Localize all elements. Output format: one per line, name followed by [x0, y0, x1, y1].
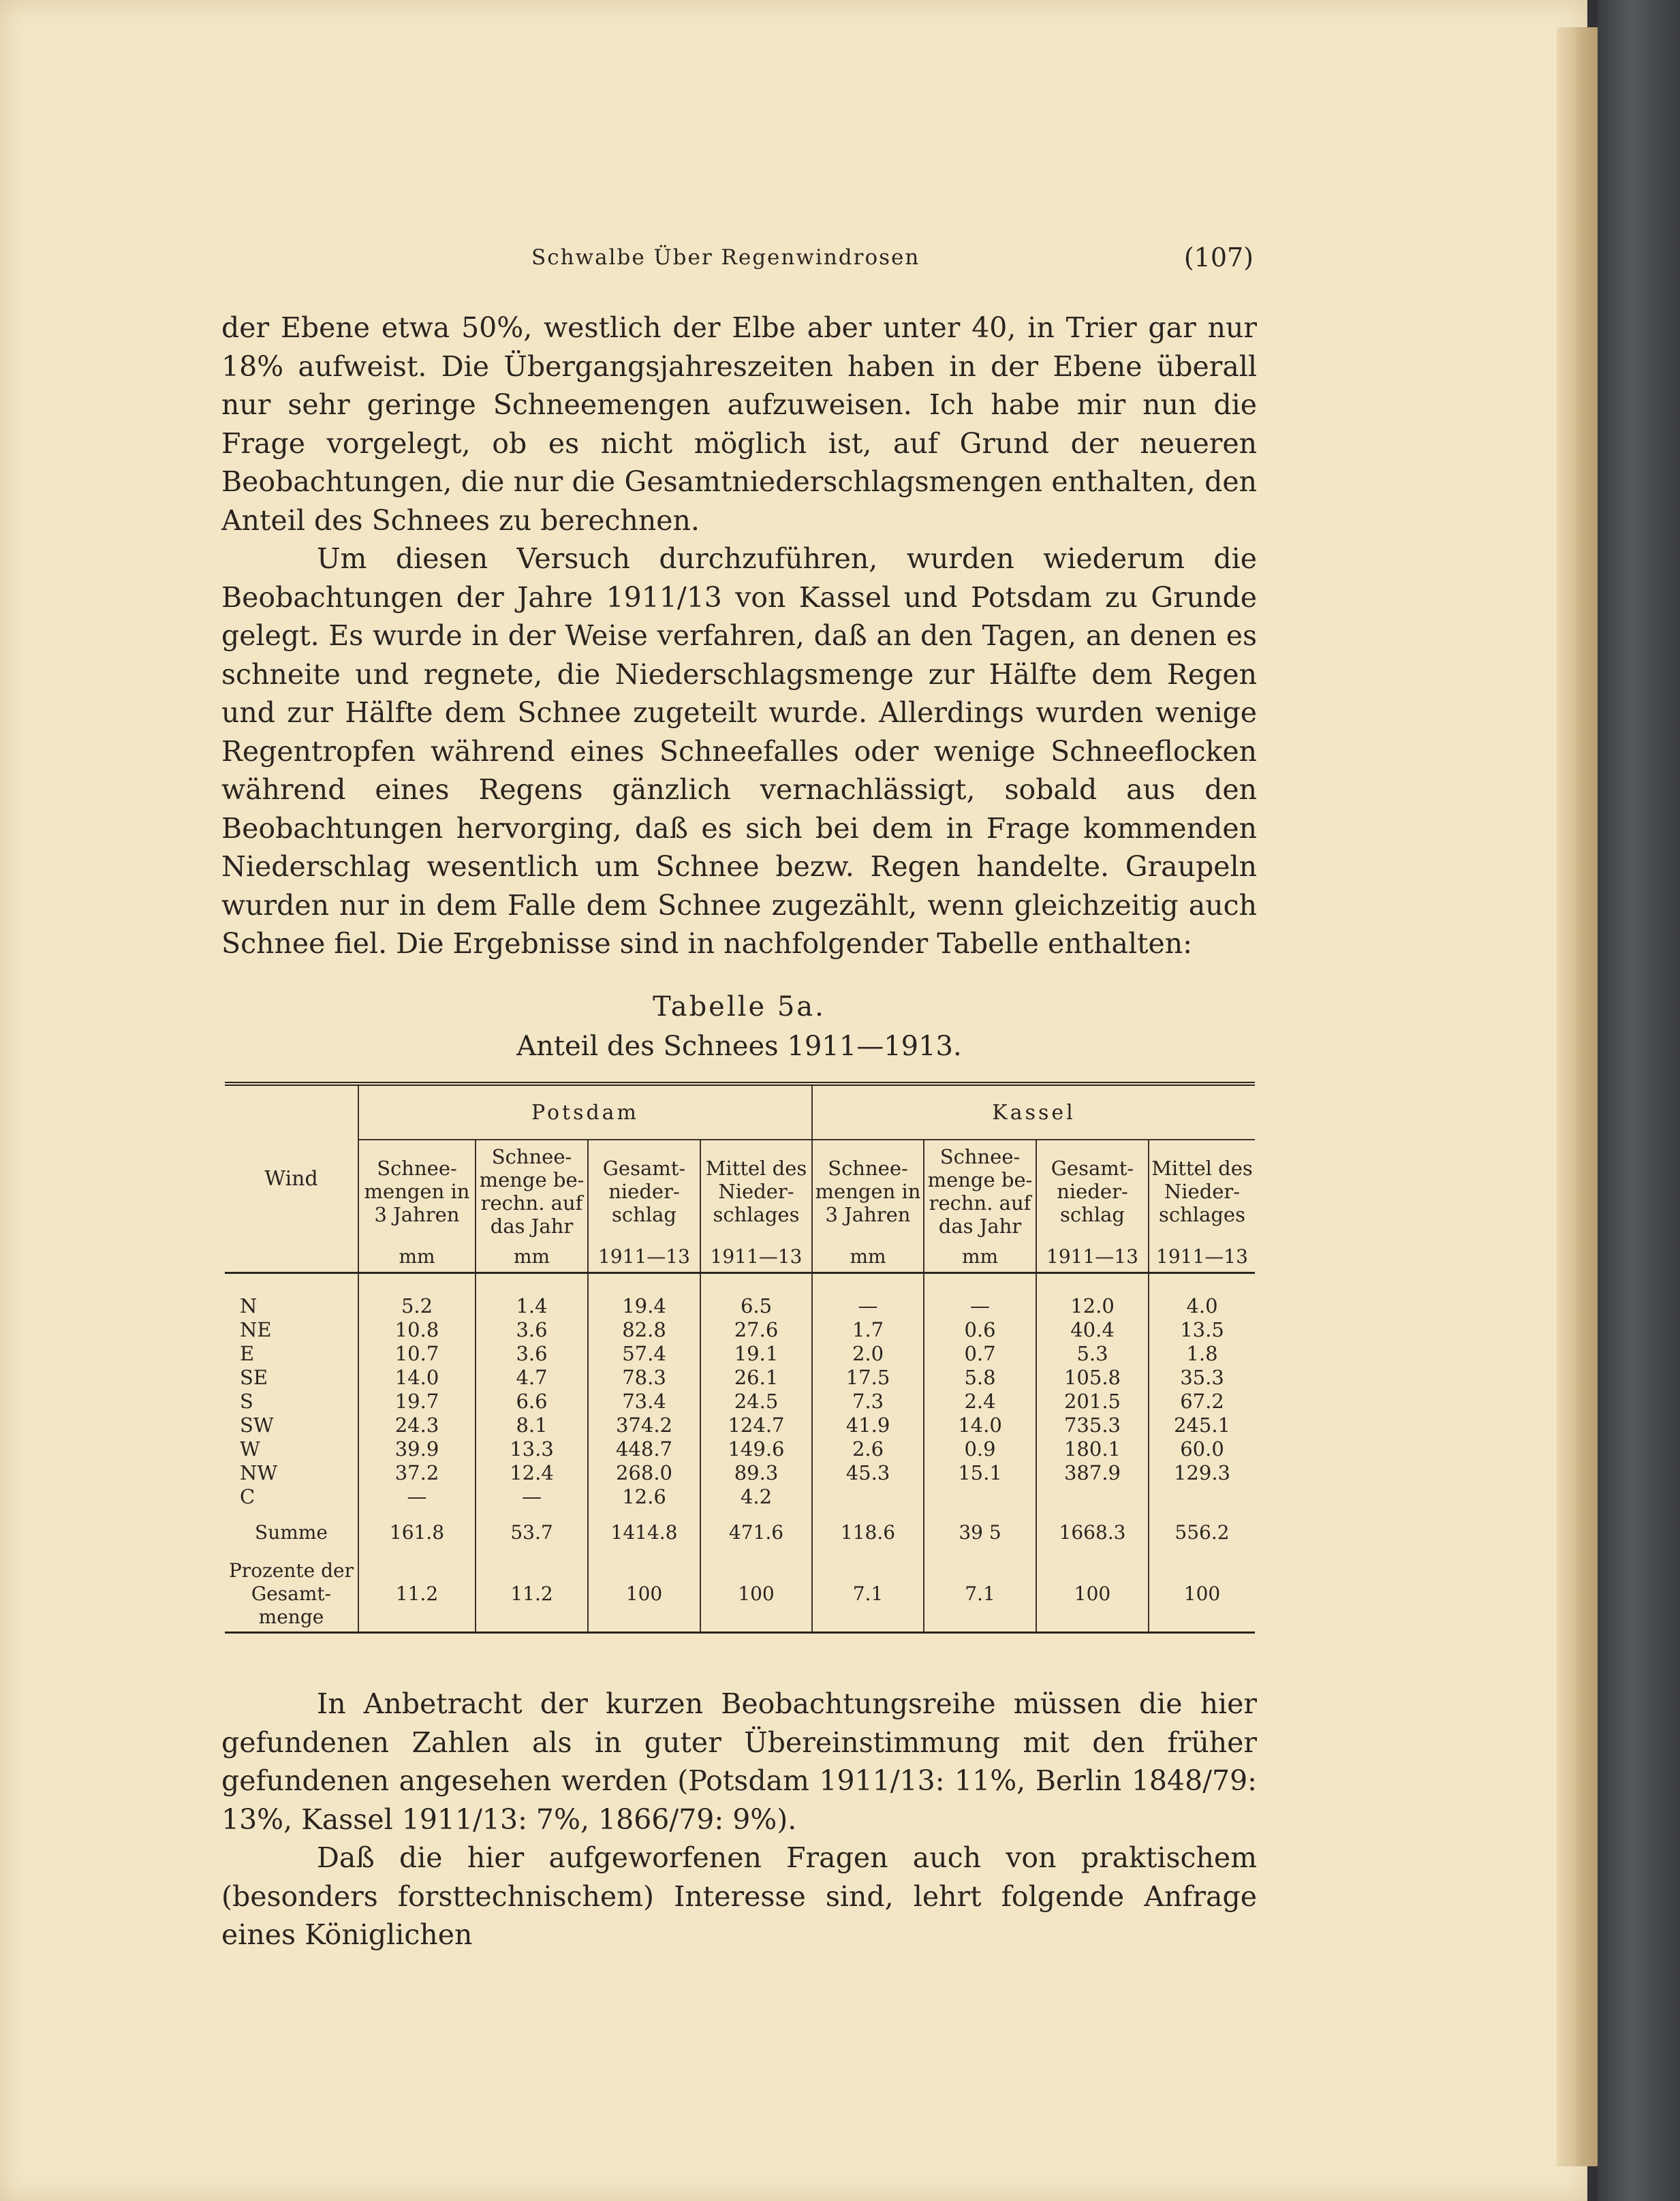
table-row: [225, 1294, 1255, 1318]
value-cell: 14.0: [924, 1414, 1036, 1437]
value-cell: 12.0: [1036, 1294, 1149, 1318]
percent-cell: 7.1: [924, 1557, 1036, 1633]
summe-label: Summe: [255, 1521, 328, 1544]
value-cell: —: [812, 1294, 924, 1318]
table-row: [225, 1485, 1255, 1509]
percent-cell: 100: [700, 1557, 812, 1633]
summe-row: [225, 1509, 1255, 1557]
wind-direction: SE: [240, 1365, 268, 1389]
group-header-kassel: Kassel: [812, 1084, 1255, 1140]
value-cell: [924, 1485, 1036, 1509]
unit-cell: mm: [476, 1242, 588, 1273]
unit-cell: 1911—13: [700, 1242, 812, 1273]
value-cell: 149.6: [700, 1437, 812, 1461]
value-cell: 448.7: [588, 1437, 700, 1461]
value-cell: 78.3: [588, 1366, 700, 1390]
percent-cell: 7.1: [812, 1557, 924, 1633]
percent-cell: 11.2: [358, 1557, 476, 1633]
value-cell: 40.4: [1036, 1318, 1149, 1342]
wind-direction: NE: [240, 1317, 272, 1341]
unit-cell: 1911—13: [1036, 1242, 1149, 1273]
col-header-7: Gesamt-nieder-schlag: [1036, 1140, 1149, 1242]
wind-direction: NW: [240, 1461, 278, 1484]
value-cell: 6.5: [700, 1294, 812, 1318]
body-text-bottom: [221, 1685, 1257, 1954]
value-cell: 73.4: [588, 1390, 700, 1414]
col-header-3: Gesamt-nieder-schlag: [588, 1140, 700, 1242]
value-cell: 129.3: [1149, 1461, 1255, 1485]
page-header: [531, 245, 1254, 286]
value-cell: 201.5: [1036, 1390, 1149, 1414]
table-row: [225, 1390, 1255, 1414]
value-cell: 0.7: [924, 1342, 1036, 1366]
value-cell: 14.0: [358, 1366, 476, 1390]
col-header-1: Schnee-mengen in 3 Jahren: [358, 1140, 476, 1242]
value-cell: 37.2: [358, 1461, 476, 1485]
value-cell: 27.6: [700, 1318, 812, 1342]
value-cell: 12.6: [588, 1485, 700, 1509]
page-number: (107): [1183, 243, 1254, 272]
table-row: [225, 1366, 1255, 1390]
value-cell: 24.3: [358, 1414, 476, 1437]
value-cell: 13.5: [1149, 1318, 1255, 1342]
prozente-row: [225, 1557, 1255, 1633]
value-cell: 35.3: [1149, 1366, 1255, 1390]
value-cell: —: [358, 1485, 476, 1509]
value-cell: 12.4: [476, 1461, 588, 1485]
table-row: [225, 1437, 1255, 1461]
value-cell: 19.4: [588, 1294, 700, 1318]
value-cell: 2.4: [924, 1390, 1036, 1414]
sum-cell: 161.8: [358, 1509, 476, 1557]
sum-cell: 1668.3: [1036, 1509, 1149, 1557]
value-cell: 268.0: [588, 1461, 700, 1485]
unit-cell: mm: [924, 1242, 1036, 1273]
unit-cell: 1911—13: [1149, 1242, 1255, 1273]
value-cell: 45.3: [812, 1461, 924, 1485]
book-binding: [1598, 0, 1680, 2201]
wind-direction: N: [240, 1294, 258, 1317]
value-cell: 3.6: [476, 1318, 588, 1342]
table-row: [225, 1461, 1255, 1485]
value-cell: 0.6: [924, 1318, 1036, 1342]
wind-direction: S: [240, 1389, 253, 1413]
value-cell: 1.7: [812, 1318, 924, 1342]
value-cell: 5.8: [924, 1366, 1036, 1390]
value-cell: 124.7: [700, 1414, 812, 1437]
sum-cell: 39 5: [924, 1509, 1036, 1557]
col-header-8: Mittel des Nieder-schlages: [1149, 1140, 1255, 1242]
value-cell: 1.8: [1149, 1342, 1255, 1366]
sum-cell: 1414.8: [588, 1509, 700, 1557]
value-cell: 2.0: [812, 1342, 924, 1366]
value-cell: 2.6: [812, 1437, 924, 1461]
value-cell: 17.5: [812, 1366, 924, 1390]
table-caption-number: Tabelle 5a.: [653, 991, 826, 1023]
value-cell: 7.3: [812, 1390, 924, 1414]
paragraph-3: In Anbetracht der kurzen Beobachtungsreihe müssen die hier gefundenen Zahlen als in guter Übereinstimmung mit den früher gefundenen angesehen werden (Potsdam 1911/13: 11%, Berlin 1848/79: 13%, Kassel 1911/13: 7%, 1866/79: 9%).: [221, 1687, 1257, 1836]
paragraph-1: der Ebene etwa 50%, westlich der Elbe aber unter 40, in Trier gar nur 18% aufweist. Die Übergangsjahreszeiten haben in der Ebene überall nur sehr geringe Schneemengen aufzuweisen. Ich habe mir nun die Frage vorgelegt, ob es nicht möglich ist, auf Grund der neueren Beobachtungen, die nur die Gesamtniederschlagsmengen enthalten, den Anteil des Schnees zu berechnen.: [221, 311, 1257, 537]
value-cell: 15.1: [924, 1461, 1036, 1485]
value-cell: [1036, 1485, 1149, 1509]
col-header-5: Schnee-mengen in 3 Jahren: [812, 1140, 924, 1242]
col-header-2: Schnee-menge be-rechn. auf das Jahr: [476, 1140, 588, 1242]
value-cell: [812, 1485, 924, 1509]
value-cell: 57.4: [588, 1342, 700, 1366]
value-cell: 24.5: [700, 1390, 812, 1414]
value-cell: 19.1: [700, 1342, 812, 1366]
value-cell: 10.8: [358, 1318, 476, 1342]
snow-share-table: [225, 1082, 1255, 1634]
value-cell: 8.1: [476, 1414, 588, 1437]
value-cell: 6.6: [476, 1390, 588, 1414]
running-title: Schwalbe Über Regenwindrosen: [531, 245, 920, 270]
value-cell: 60.0: [1149, 1437, 1255, 1461]
value-cell: 5.3: [1036, 1342, 1149, 1366]
value-cell: 4.0: [1149, 1294, 1255, 1318]
value-cell: 0.9: [924, 1437, 1036, 1461]
group-header-potsdam: Potsdam: [358, 1084, 812, 1140]
body-text-top: [221, 309, 1257, 963]
value-cell: 374.2: [588, 1414, 700, 1437]
sum-cell: 556.2: [1149, 1509, 1255, 1557]
unit-cell: mm: [358, 1242, 476, 1273]
table-row: [225, 1342, 1255, 1366]
value-cell: —: [476, 1485, 588, 1509]
value-cell: 5.2: [358, 1294, 476, 1318]
unit-cell: 1911—13: [588, 1242, 700, 1273]
value-cell: [1149, 1485, 1255, 1509]
col-header-6: Schnee-menge be-rechn. auf das Jahr: [924, 1140, 1036, 1242]
value-cell: 3.6: [476, 1342, 588, 1366]
table-row: [225, 1318, 1255, 1342]
value-cell: 89.3: [700, 1461, 812, 1485]
value-cell: —: [924, 1294, 1036, 1318]
wind-header: Wind: [264, 1166, 318, 1191]
sum-cell: 471.6: [700, 1509, 812, 1557]
value-cell: 82.8: [588, 1318, 700, 1342]
paragraph-4: Daß die hier aufgeworfenen Fragen auch von praktischem (besonders forsttechnischem) Interesse sind, lehrt folgende Anfrage eines Königlichen: [221, 1841, 1257, 1951]
sum-cell: 53.7: [476, 1509, 588, 1557]
col-header-4: Mittel des Nieder-schlages: [700, 1140, 812, 1242]
table-body: [225, 1273, 1255, 1634]
value-cell: 19.7: [358, 1390, 476, 1414]
wind-direction: W: [240, 1437, 260, 1461]
paragraph-2: Um diesen Versuch durchzuführen, wurden wiederum die Beobachtungen der Jahre 1911/13 von Kassel und Potsdam zu Grunde gelegt. Es wurde in der Weise verfahren, daß an den Tagen, an denen es schneite und regnete, die Niederschlagsmenge zur Hälfte dem Regen und zur Hälfte dem Schnee zugeteilt wurde. Allerdings wurden wenige Regentropfen während eines Schneefalles oder wenige Schneeflocken während eines Regens gänzlich vernachlässigt, sobald aus den Beobachtungen hervorging, daß es sich bei dem in Frage kommenden Niederschlag wesentlich um Schnee bezw. Regen handelte. Graupeln wurden nur in dem Falle dem Schnee zugezählt, wenn gleichzeitig auch Schnee fiel. Die Ergebnisse sind in nachfolgender Tabelle enthalten:: [221, 542, 1257, 960]
percent-cell: 100: [588, 1557, 700, 1633]
value-cell: 387.9: [1036, 1461, 1149, 1485]
wind-direction: E: [240, 1341, 255, 1365]
units-row: [225, 1242, 1255, 1273]
value-cell: 105.8: [1036, 1366, 1149, 1390]
value-cell: 13.3: [476, 1437, 588, 1461]
value-cell: 4.2: [700, 1485, 812, 1509]
percent-cell: 11.2: [476, 1557, 588, 1633]
value-cell: 245.1: [1149, 1414, 1255, 1437]
table-caption-title: Anteil des Schnees 1911—1913.: [516, 1031, 962, 1062]
value-cell: 4.7: [476, 1366, 588, 1390]
page-edges: [1557, 27, 1598, 2166]
value-cell: 180.1: [1036, 1437, 1149, 1461]
value-cell: 67.2: [1149, 1390, 1255, 1414]
value-cell: 41.9: [812, 1414, 924, 1437]
value-cell: 39.9: [358, 1437, 476, 1461]
value-cell: 735.3: [1036, 1414, 1149, 1437]
unit-cell: mm: [812, 1242, 924, 1273]
value-cell: 10.7: [358, 1342, 476, 1366]
prozente-label: Prozente der Gesamt-menge: [228, 1559, 354, 1628]
percent-cell: 100: [1036, 1557, 1149, 1633]
percent-cell: 100: [1149, 1557, 1255, 1633]
value-cell: 26.1: [700, 1366, 812, 1390]
value-cell: 1.4: [476, 1294, 588, 1318]
wind-direction: SW: [240, 1413, 274, 1437]
wind-direction: C: [240, 1484, 255, 1508]
sum-cell: 118.6: [812, 1509, 924, 1557]
table-row: [225, 1414, 1255, 1437]
